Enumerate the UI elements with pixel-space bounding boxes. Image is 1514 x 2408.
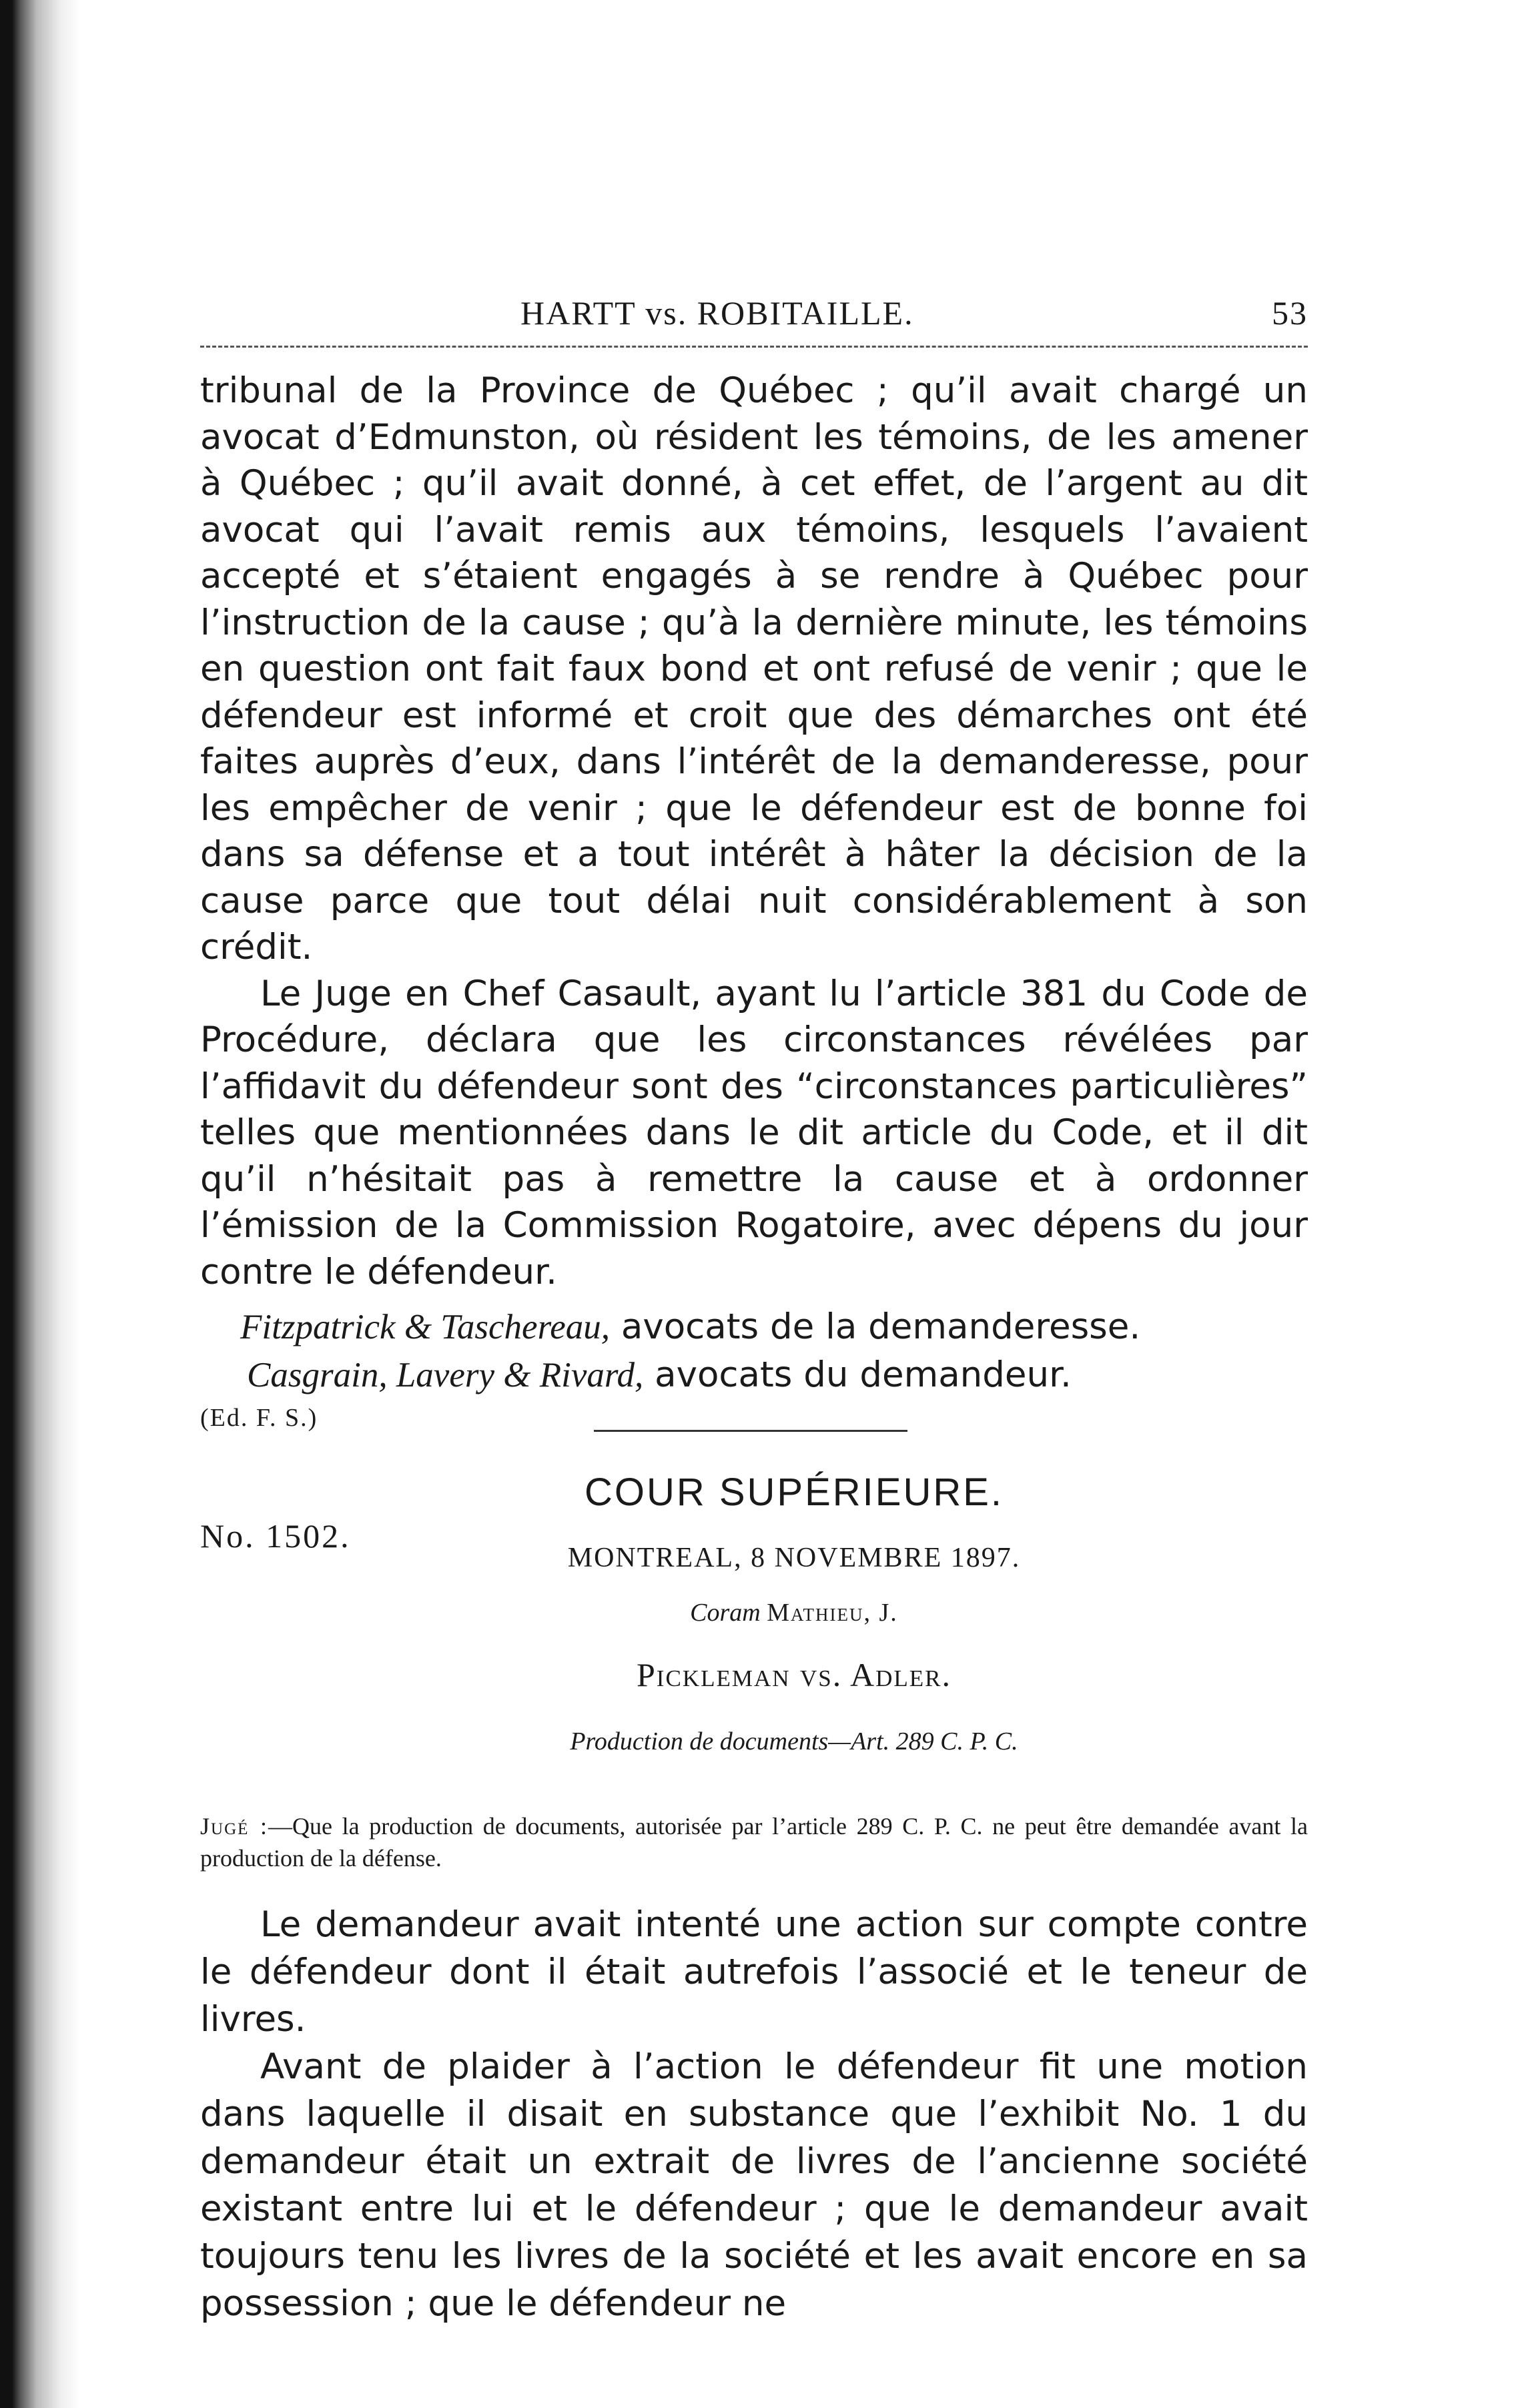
court-title: COUR SUPÉRIEURE.: [584, 1471, 1004, 1514]
paragraph-continuation: tribunal de la Province de Québec ; qu’il avait chargé un avocat d’Edmunston, où résident les témoins, de les amener à Québec ; qu’il avait donné, à cet effet, de l’argent au dit avocat qui l’avait remis aux témoins, lesquels l’avaient accepté et s’étaient engagés à se rendre à Québec pour l’instruction de la cause ; qu’à la dernière minute, les témoins en question ont fait faux bond et ont refusé de venir ; que le défendeur est informé et croit que des démarches ont été faites auprès d’eux, dans l’intérêt de la demanderesse, pour les empêcher de venir ; que le défendeur est de bonne foi dans sa défense et a tout intérêt à hâter la décision de la cause parce que tout délai nuit considérablement à son crédit.: [200, 370, 1308, 967]
court-place-date: MONTREAL, 8 NOVEMBRE 1897.: [567, 1543, 1021, 1573]
attorneys-plaintiff: [240, 1303, 1308, 1351]
paragraph-ruling: Le Juge en Chef Casault, ayant lu l’article 381 du Code de Procédure, déclara que les circonstances révélées par l’affidavit du défendeur sont des “circonstances particulières” telles que mentionnées dans le dit article du Code, et il dit qu’il n’hésitait pas à remettre la cause et à ordonner l’émission de la Commission Rogatoire, avec dépens du jour contre le défendeur.: [200, 973, 1308, 1292]
attorney-role-1: avocats de la demanderesse.: [610, 1306, 1141, 1347]
coram-label: Coram: [690, 1599, 761, 1627]
attorney-names-2: Casgrain, Lavery & Rivard,: [247, 1356, 644, 1394]
paragraph-motion: Avant de plaider à l’action le défendeur fit une motion dans laquelle il disait en substance que l’exhibit No. 1 du demandeur était un extrait de livres de l’ancienne société existant entre lui et le défendeur ; que le demandeur avait toujours tenu les livres de la société et les avait encore en sa possession ; que le défendeur ne: [200, 2046, 1308, 2324]
headnote-text: —Que la production de documents, autorisée par l’article 289 C. P. C. ne peut être demandée avant la production de la défense.: [200, 1813, 1308, 1872]
section-divider: [594, 1430, 907, 1432]
attorney-names-1: Fitzpatrick & Taschereau,: [240, 1308, 611, 1346]
running-title: HARTT vs. ROBITAILLE.: [520, 294, 914, 332]
headnote-label: Jugé :: [200, 1813, 269, 1840]
header-rule: [200, 346, 1308, 348]
case-heading: [200, 1470, 1308, 1810]
body-section: [200, 1901, 1308, 2327]
paragraph-action: Le demandeur avait intenté une action sur compte contre le défendeur dont il était autrefois l’associé et le teneur de livres.: [200, 1904, 1308, 2040]
editor-row: [200, 1403, 1308, 1450]
running-head: [200, 294, 1308, 340]
attorneys-defendant: [247, 1351, 1308, 1399]
case-parties: Pickleman vs. Adler.: [637, 1656, 952, 1693]
page-number: 53: [1272, 294, 1308, 332]
case-number: No. 1502.: [200, 1517, 351, 1555]
judge-name: Mathieu, J.: [767, 1599, 898, 1627]
headnote: [200, 1810, 1308, 1874]
scanned-binding-edge: [0, 0, 80, 2408]
editor-signature: (Ed. F. S.): [200, 1404, 318, 1432]
attorney-role-2: avocats du demandeur.: [643, 1354, 1072, 1395]
page-content: [200, 294, 1308, 2327]
case-subject: Production de documents—Art. 289 C. P. C.: [570, 1727, 1018, 1755]
court-judge: [200, 1598, 1308, 1627]
